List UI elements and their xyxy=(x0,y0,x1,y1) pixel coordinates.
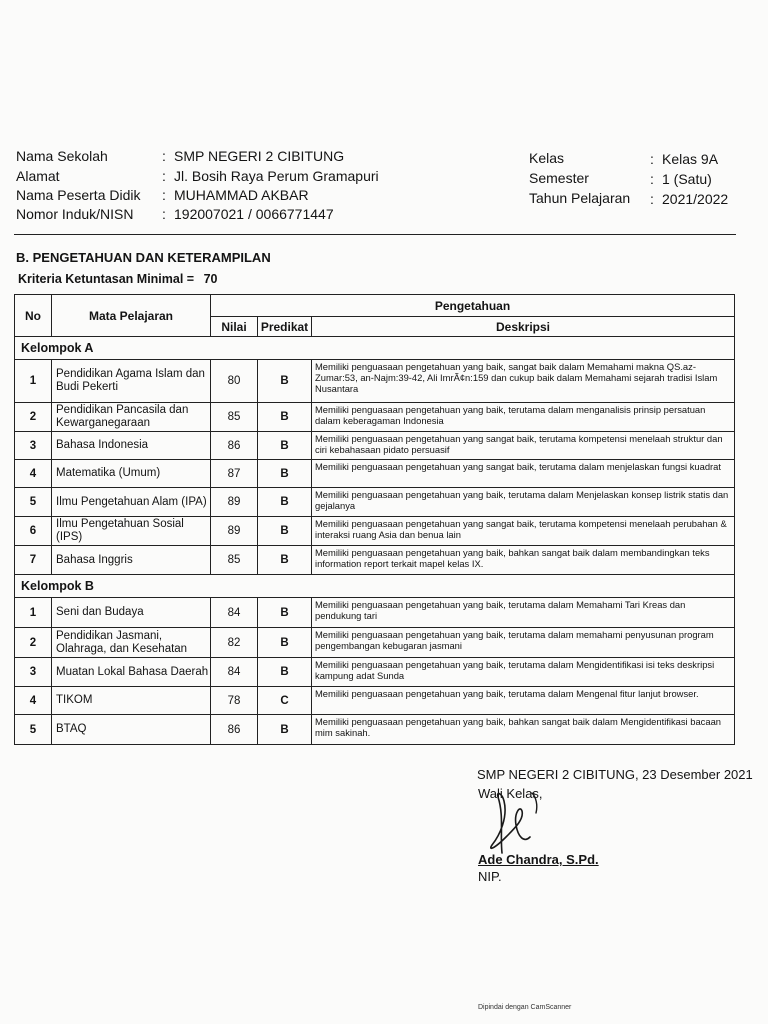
row-description: Memiliki penguasaan pengetahuan yang baik, terutama dalam menganalisis prinsip persatuan dalam keberagaman Indonesia xyxy=(312,403,735,432)
row-predicate: B xyxy=(258,628,312,658)
table-row xyxy=(15,658,735,687)
kkm-label: Kriteria Ketuntasan Minimal = xyxy=(18,272,195,286)
row-description: Memiliki penguasaan pengetahuan yang baik, terutama dalam Mengenal fitur lanjut browser. xyxy=(312,687,735,715)
row-subject: BTAQ xyxy=(52,715,211,745)
row-subject: Bahasa Indonesia xyxy=(52,432,211,460)
signature-place-date: SMP NEGERI 2 CIBITUNG, 23 Desember 2021 xyxy=(477,767,753,782)
row-score: 86 xyxy=(211,715,258,745)
section-title: B. PENGETAHUAN DAN KETERAMPILAN xyxy=(16,250,271,265)
handwritten-signature xyxy=(480,785,560,860)
table-row xyxy=(15,687,735,715)
student-id-label: Nomor Induk/NISN xyxy=(16,206,134,222)
row-score: 85 xyxy=(211,403,258,432)
row-no: 1 xyxy=(15,360,52,403)
separator: : xyxy=(162,187,166,203)
row-score: 85 xyxy=(211,546,258,575)
row-score: 84 xyxy=(211,658,258,687)
row-predicate: B xyxy=(258,598,312,628)
row-predicate: B xyxy=(258,488,312,517)
signature-name: Ade Chandra, S.Pd. xyxy=(478,852,599,867)
row-predicate: B xyxy=(258,403,312,432)
row-description: Memiliki penguasaan pengetahuan yang baik, sangat baik dalam Memahami makna QS.az-Zumar:53, an-Najm:39-42, Ali ImrÃ¢n:159 dan cukup baik dalam Memahami sejarah tradisi Islam Nusantara xyxy=(312,360,735,403)
separator: : xyxy=(650,171,654,187)
row-subject: TIKOM xyxy=(52,687,211,715)
row-description: Memiliki penguasaan pengetahuan yang baik, terutama dalam memahami penyusunan program pengembangan kebugaran jasmani xyxy=(312,628,735,658)
row-subject: Pendidikan Agama Islam dan Budi Pekerti xyxy=(52,360,211,403)
row-description: Memiliki penguasaan pengetahuan yang baik, terutama dalam Memahami Tari Kreas dan pendukung tari xyxy=(312,598,735,628)
row-no: 3 xyxy=(15,432,52,460)
header-knowledge: Pengetahuan xyxy=(211,295,735,317)
row-predicate: C xyxy=(258,687,312,715)
separator: : xyxy=(162,148,166,164)
row-subject: Ilmu Pengetahuan Alam (IPA) xyxy=(52,488,211,517)
row-predicate: B xyxy=(258,460,312,488)
header-divider xyxy=(14,234,736,235)
separator: : xyxy=(162,168,166,184)
row-no: 4 xyxy=(15,460,52,488)
table-row xyxy=(15,598,735,628)
row-score: 89 xyxy=(211,517,258,546)
row-subject: Ilmu Pengetahuan Sosial (IPS) xyxy=(52,517,211,546)
table-row xyxy=(15,360,735,403)
header-predicate: Predikat xyxy=(258,317,312,337)
row-description: Memiliki penguasaan pengetahuan yang baik, terutama dalam Mengidentifikasi isi teks deskripsi kampung adat Sunda xyxy=(312,658,735,687)
row-subject: Muatan Lokal Bahasa Daerah xyxy=(52,658,211,687)
kkm-line xyxy=(18,272,217,286)
row-no: 1 xyxy=(15,598,52,628)
scanner-footer: Dipindai dengan CamScanner xyxy=(478,1004,572,1011)
group-row xyxy=(15,575,735,598)
row-description: Memiliki penguasaan pengetahuan yang sangat baik, terutama dalam menjelaskan fungsi kuadrat xyxy=(312,460,735,488)
table-row xyxy=(15,432,735,460)
signature-nip: NIP. xyxy=(478,869,502,884)
grades-table xyxy=(14,294,735,745)
row-subject: Pendidikan Pancasila dan Kewarganegaraan xyxy=(52,403,211,432)
academic-year-value: 2021/2022 xyxy=(662,191,729,207)
table-row xyxy=(15,546,735,575)
row-no: 6 xyxy=(15,517,52,546)
separator: : xyxy=(650,151,654,167)
row-score: 86 xyxy=(211,432,258,460)
row-no: 3 xyxy=(15,658,52,687)
header-no: No xyxy=(15,295,52,337)
row-no: 2 xyxy=(15,628,52,658)
row-score: 89 xyxy=(211,488,258,517)
student-name-label: Nama Peserta Didik xyxy=(16,187,141,203)
group-b-title: Kelompok B xyxy=(15,575,735,598)
class-value: Kelas 9A xyxy=(662,151,719,167)
academic-year-label: Tahun Pelajaran xyxy=(529,190,631,206)
student-name-value: MUHAMMAD AKBAR xyxy=(174,187,309,203)
school-name-label: Nama Sekolah xyxy=(16,148,108,164)
table-row xyxy=(15,628,735,658)
row-description: Memiliki penguasaan pengetahuan yang sangat baik, terutama kompetensi menelaah struktur dan ciri kebahasaan pidato persuasif xyxy=(312,432,735,460)
row-score: 78 xyxy=(211,687,258,715)
row-description: Memiliki penguasaan pengetahuan yang baik, terutama dalam Menjelaskan konsep listrik statis dan gejalanya xyxy=(312,488,735,517)
separator: : xyxy=(162,206,166,222)
row-no: 7 xyxy=(15,546,52,575)
row-no: 4 xyxy=(15,687,52,715)
row-no: 5 xyxy=(15,488,52,517)
row-score: 80 xyxy=(211,360,258,403)
row-description: Memiliki penguasaan pengetahuan yang baik, bahkan sangat baik dalam membandingkan teks information report terkait mapel kelas IX. xyxy=(312,546,735,575)
row-predicate: B xyxy=(258,658,312,687)
table-header-row xyxy=(15,295,735,317)
table-row xyxy=(15,460,735,488)
row-no: 5 xyxy=(15,715,52,745)
header-subject: Mata Pelajaran xyxy=(52,295,211,337)
address-label: Alamat xyxy=(16,168,60,184)
row-no: 2 xyxy=(15,403,52,432)
school-name-value: SMP NEGERI 2 CIBITUNG xyxy=(174,148,345,164)
table-row xyxy=(15,488,735,517)
row-score: 87 xyxy=(211,460,258,488)
row-predicate: B xyxy=(258,546,312,575)
row-predicate: B xyxy=(258,432,312,460)
table-row xyxy=(15,715,735,745)
row-score: 84 xyxy=(211,598,258,628)
signature-role: Wali Kelas, xyxy=(478,786,543,801)
group-row xyxy=(15,337,735,360)
table-row xyxy=(15,403,735,432)
row-subject: Matematika (Umum) xyxy=(52,460,211,488)
row-description: Memiliki penguasaan pengetahuan yang sangat baik, terutama kompetensi menelaah perubahan & interaksi ruang Asia dan benua lain xyxy=(312,517,735,546)
table-row xyxy=(15,517,735,546)
student-id-value: 192007021 / 0066771447 xyxy=(174,206,334,222)
row-subject: Seni dan Budaya xyxy=(52,598,211,628)
kkm-value: 70 xyxy=(203,272,218,286)
row-description: Memiliki penguasaan pengetahuan yang baik, bahkan sangat baik dalam Mengidentifikasi bacaan mim sakinah. xyxy=(312,715,735,745)
row-predicate: B xyxy=(258,517,312,546)
address-value: Jl. Bosih Raya Perum Gramapuri xyxy=(174,168,379,184)
row-subject: Pendidikan Jasmani, Olahraga, dan Kesehatan xyxy=(52,628,211,658)
header-description: Deskripsi xyxy=(312,317,735,337)
group-a-title: Kelompok A xyxy=(15,337,735,360)
semester-label: Semester xyxy=(529,170,589,186)
row-subject: Bahasa Inggris xyxy=(52,546,211,575)
semester-value: 1 (Satu) xyxy=(662,171,712,187)
header-score: Nilai xyxy=(211,317,258,337)
row-predicate: B xyxy=(258,715,312,745)
class-label: Kelas xyxy=(529,150,565,166)
row-score: 82 xyxy=(211,628,258,658)
separator: : xyxy=(650,191,654,207)
row-predicate: B xyxy=(258,360,312,403)
